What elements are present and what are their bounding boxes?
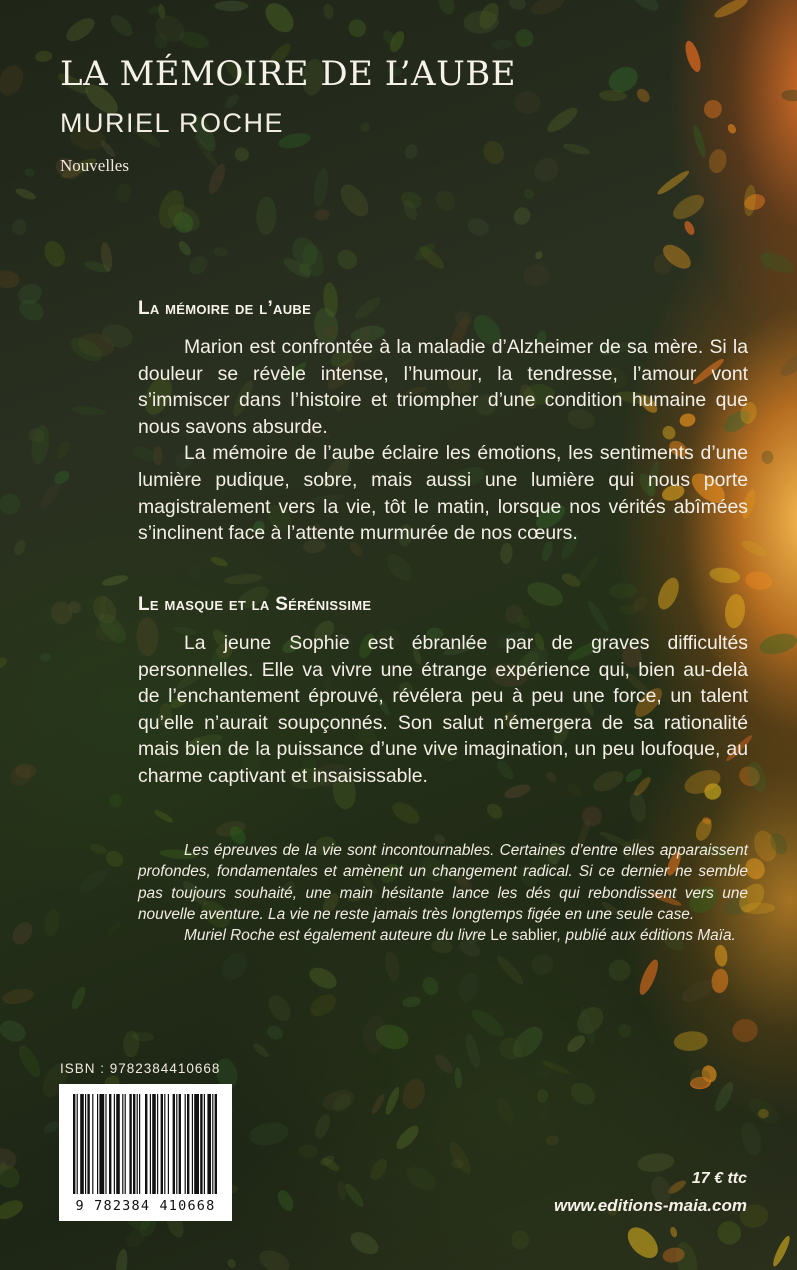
- leaf-shape: [55, 439, 72, 460]
- barcode-bar: [215, 1094, 217, 1194]
- leaf-shape: [315, 209, 330, 221]
- leaf-shape: [564, 1032, 588, 1055]
- leaf-shape: [382, 550, 416, 585]
- leaf-shape: [522, 263, 551, 288]
- leaf-shape: [226, 1257, 238, 1269]
- leaf-shape: [712, 0, 750, 21]
- leaf-shape: [206, 162, 229, 196]
- leaf-shape: [678, 976, 716, 1007]
- story-summary-2: [138, 594, 748, 790]
- leaf-shape: [256, 1246, 293, 1270]
- barcode-digits: 9 782384 410668: [75, 1198, 216, 1214]
- leaf-shape: [607, 958, 631, 982]
- leaf-shape: [101, 573, 129, 588]
- leaf-shape: [362, 1015, 388, 1053]
- other-book-title: Le sablier: [490, 927, 557, 945]
- leaf-shape: [216, 947, 253, 985]
- leaf-shape: [12, 538, 28, 557]
- leaf-shape: [105, 920, 123, 938]
- barcode-bar: [87, 1094, 89, 1194]
- barcode-bar: [109, 1094, 111, 1194]
- leaf-shape: [514, 90, 542, 114]
- leaf-shape: [251, 1041, 271, 1059]
- leaf-shape: [260, 0, 299, 38]
- barcode-bar: [212, 1094, 213, 1194]
- leaf-shape: [187, 561, 203, 581]
- barcode-bar: [185, 1094, 186, 1194]
- barcode-bar: [129, 1094, 131, 1194]
- leaf-shape: [71, 405, 106, 417]
- leaf-shape: [0, 490, 24, 519]
- leaf-shape: [710, 968, 729, 994]
- leaf-shape: [15, 1042, 45, 1080]
- leaf-shape: [393, 1122, 423, 1152]
- leaf-shape: [398, 189, 424, 212]
- leaf-shape: [347, 1228, 383, 1259]
- leaf-shape: [522, 187, 536, 201]
- genre-label: Nouvelles: [60, 156, 129, 175]
- leaf-shape: [12, 219, 27, 236]
- leaf-shape: [256, 196, 277, 235]
- leaf-shape: [560, 571, 583, 590]
- author-bio-prefix: Muriel Roche est également auteure du livre: [184, 927, 491, 945]
- barcode-bar: [145, 1094, 147, 1194]
- barcode-bar: [133, 1094, 135, 1194]
- leaf-shape: [9, 918, 37, 948]
- leaf-shape: [402, 995, 422, 1008]
- leaf-shape: [335, 180, 374, 222]
- author-note: [138, 840, 748, 946]
- leaf-shape: [761, 450, 773, 464]
- leaf-shape: [345, 16, 369, 41]
- leaf-shape: [726, 123, 737, 135]
- leaf-shape: [43, 908, 61, 938]
- leaf-shape: [673, 1030, 709, 1052]
- barcode-bar: [152, 1094, 156, 1194]
- leaf-shape: [744, 569, 774, 592]
- leaf-shape: [669, 1226, 678, 1238]
- leaf-shape: [682, 219, 696, 236]
- story-1-paragraph-2: La mémoire de l’aube éclaire les émotions, les sentiments d’une lumière pudique, sobre, mais aussi une lumière qui nous porte magistralement vers la vie, tôt le matin, lorsque nos vérités abîmées s’inclinent face à l’attente murmurée de nos cœurs.: [138, 442, 748, 545]
- leaf-shape: [529, 0, 567, 18]
- leaf-shape: [708, 566, 741, 586]
- leaf-shape: [691, 124, 708, 159]
- leaf-shape: [116, 183, 132, 204]
- barcode-bar: [179, 1094, 181, 1194]
- leaf-shape: [712, 1080, 737, 1114]
- barcode-bar: [139, 1094, 140, 1194]
- leaf-shape: [781, 90, 797, 102]
- leaf-shape: [435, 0, 457, 17]
- leaf-shape: [69, 985, 88, 1011]
- leaf-shape: [544, 104, 581, 136]
- author-name: MURIEL ROCHE: [60, 108, 285, 138]
- leaf-shape: [714, 944, 729, 967]
- barcode-bar: [85, 1094, 86, 1194]
- leaf-shape: [634, 86, 652, 104]
- author-note-paragraph: Les épreuves de la vie sont incontournables. Certaines d’entre elles apparaissent profondes, fondamentales et amènent un changement radical. Si ce dernier ne semble pas toujours souhaité, une main hésitante lance les dés qui rebondissent vers une nouvelle aventure. La vie ne reste jamais très longtemps figée en une seule case.: [138, 842, 748, 923]
- leaf-shape: [454, 1067, 463, 1089]
- leaf-shape: [510, 1229, 531, 1251]
- leaf-shape: [367, 1156, 391, 1183]
- barcode: [59, 1084, 232, 1221]
- leaf-shape: [536, 1088, 549, 1103]
- barcode-bar: [161, 1094, 163, 1194]
- leaf-shape: [306, 990, 340, 1021]
- barcode-bar: [114, 1094, 115, 1194]
- barcode-bar: [116, 1094, 120, 1194]
- leaf-shape: [337, 1181, 347, 1200]
- leaf-shape: [445, 1139, 475, 1177]
- leaf-shape: [480, 138, 508, 168]
- leaf-shape: [432, 187, 460, 215]
- author-bio: [138, 925, 748, 946]
- barcode-bar: [207, 1094, 211, 1194]
- barcode-bar: [164, 1094, 165, 1194]
- leaf-shape: [77, 866, 111, 896]
- leaf-shape: [115, 1248, 129, 1270]
- barcode-bar: [176, 1094, 177, 1194]
- leaf-shape: [529, 951, 556, 977]
- story-title-1: La mémoire de l’aube: [138, 298, 312, 319]
- leaf-shape: [566, 1078, 599, 1109]
- leaf-shape: [707, 147, 729, 174]
- leaf-shape: [275, 1188, 297, 1214]
- publisher-website: www.editions-maia.com: [553, 1196, 747, 1215]
- leaf-shape: [511, 204, 533, 227]
- barcode-bar: [80, 1094, 84, 1194]
- leaf-shape: [399, 1076, 429, 1112]
- story-title-2: Le masque et la Sérénissime: [138, 594, 372, 615]
- leaf-shape: [743, 184, 757, 216]
- leaf-shape: [232, 144, 252, 164]
- leaf-shape: [432, 1051, 456, 1076]
- barcode-bar: [73, 1094, 75, 1194]
- leaf-shape: [622, 1222, 664, 1264]
- leaf-shape: [702, 98, 724, 120]
- barcode-bar: [97, 1094, 98, 1194]
- leaf-shape: [402, 142, 420, 161]
- barcode-bar: [122, 1094, 123, 1194]
- leaf-shape: [383, 1086, 402, 1117]
- leaf-shape: [342, 1181, 366, 1209]
- leaf-shape: [419, 974, 441, 998]
- leaf-shape: [306, 963, 340, 992]
- barcode-bar: [204, 1094, 205, 1194]
- barcode-bar: [77, 1094, 78, 1194]
- leaf-shape: [738, 1119, 765, 1157]
- barcode-bar: [125, 1094, 126, 1194]
- barcode-bar: [173, 1094, 175, 1194]
- leaf-shape: [0, 1196, 26, 1223]
- leaf-shape: [213, 246, 229, 258]
- leaf-shape: [669, 190, 708, 224]
- leaf-shape: [214, 1, 248, 11]
- leaf-shape: [655, 168, 691, 197]
- barcode-bar: [157, 1094, 158, 1194]
- leaf-shape: [545, 1134, 560, 1146]
- barcode-bar: [168, 1094, 169, 1194]
- book-title: LA MÉMOIRE DE L’AUBE: [60, 54, 517, 94]
- leaf-shape: [493, 1095, 518, 1126]
- leaf-shape: [491, 38, 514, 51]
- leaf-shape: [757, 630, 797, 658]
- leaf-shape: [37, 480, 64, 511]
- barcode-bar: [150, 1094, 151, 1194]
- story-2-paragraph-1: La jeune Sophie est ébranlée par de graves difficultés personnelles. Elle va vivre une étrange expérience qui, bien au-delà de l’enchantement éprouvé, révélera peu à peu une force, un talent qu’elle n’aurait soupçonnés. Son salut n’émergera de sa rationalité mais bien de la puissance d’une vive imagination, un peu loufoque, au charme captivant et insaisissable.: [138, 632, 748, 787]
- leaf-shape: [185, 253, 211, 278]
- leaf-shape: [0, 269, 21, 290]
- leaf-shape: [0, 61, 28, 99]
- leaf-shape: [770, 1234, 792, 1268]
- leaf-shape: [41, 238, 69, 270]
- leaf-shape: [628, 0, 662, 14]
- leaf-shape: [23, 167, 35, 177]
- author-bio-suffix: , publié aux éditions Maïa.: [557, 927, 736, 945]
- leaf-shape: [360, 122, 371, 133]
- leaf-shape: [209, 555, 229, 568]
- leaf-shape: [264, 991, 295, 1025]
- leaf-shape: [0, 1017, 29, 1046]
- isbn-label: ISBN : 9782384410668: [60, 1061, 221, 1076]
- leaf-shape: [636, 957, 662, 997]
- leaf-shape: [0, 655, 9, 670]
- leaf-shape: [369, 1093, 386, 1116]
- leaf-shape: [757, 248, 796, 277]
- leaf-shape: [577, 554, 601, 583]
- leaf-shape: [507, 0, 529, 13]
- barcode-bar: [192, 1094, 193, 1194]
- leaf-shape: [265, 1023, 286, 1042]
- leaf-shape: [333, 246, 361, 273]
- leaf-shape: [777, 349, 797, 380]
- story-1-paragraph-1: Marion est confrontée à la maladie d’Alzheimer de sa mère. Si la douleur se révèle intense, l’humour, la tendresse, l’amour vont s’immiscer dans l’histoire et triompher d’une condition humaine que nous savons absurde.: [138, 336, 748, 438]
- leaf-shape: [682, 39, 703, 74]
- leaf-shape: [312, 167, 331, 207]
- leaf-shape: [14, 186, 37, 202]
- barcode-bar: [194, 1094, 199, 1194]
- leaf-shape: [403, 1162, 440, 1194]
- leaf-shape: [713, 1216, 746, 1249]
- leaf-shape: [580, 804, 604, 828]
- leaf-shape: [1, 987, 36, 1007]
- barcode-bar: [105, 1094, 106, 1194]
- leaf-shape: [484, 801, 506, 822]
- leaf-shape: [389, 798, 424, 828]
- leaf-shape: [107, 11, 136, 40]
- barcode-bar: [200, 1094, 202, 1194]
- leaf-shape: [35, 50, 53, 63]
- leaf-shape: [468, 1005, 508, 1041]
- leaf-shape: [494, 953, 526, 987]
- leaf-shape: [534, 250, 544, 261]
- barcode-bar: [99, 1094, 104, 1194]
- leaf-shape: [298, 1144, 319, 1158]
- leaf-shape: [106, 791, 125, 810]
- leaf-shape: [463, 1032, 483, 1069]
- barcode-bar: [92, 1094, 93, 1194]
- leaf-shape: [62, 14, 98, 46]
- leaf-shape: [322, 3, 335, 20]
- barcode-bar: [187, 1094, 189, 1194]
- leaf-shape: [455, 970, 483, 1005]
- leaf-shape: [537, 1107, 551, 1121]
- leaf-shape: [39, 653, 51, 662]
- leaf-shape: [153, 808, 175, 825]
- leaf-shape: [616, 1022, 633, 1040]
- story-summary-1: [138, 298, 748, 547]
- leaf-shape: [562, 141, 591, 156]
- barcode-bar: [137, 1094, 138, 1194]
- leaf-shape: [177, 239, 193, 258]
- leaf-shape: [731, 1017, 759, 1043]
- leaf-shape: [247, 1119, 290, 1149]
- leaf-shape: [382, 950, 401, 983]
- leaf-shape: [89, 842, 108, 856]
- leaf-shape: [530, 153, 564, 187]
- leaf-shape: [466, 216, 491, 238]
- leaf-shape: [224, 572, 263, 586]
- leaf-shape: [512, 25, 537, 50]
- leaf-shape: [636, 1151, 675, 1174]
- price-label: 17 € ttc: [691, 1170, 747, 1187]
- leaf-shape: [312, 1112, 333, 1141]
